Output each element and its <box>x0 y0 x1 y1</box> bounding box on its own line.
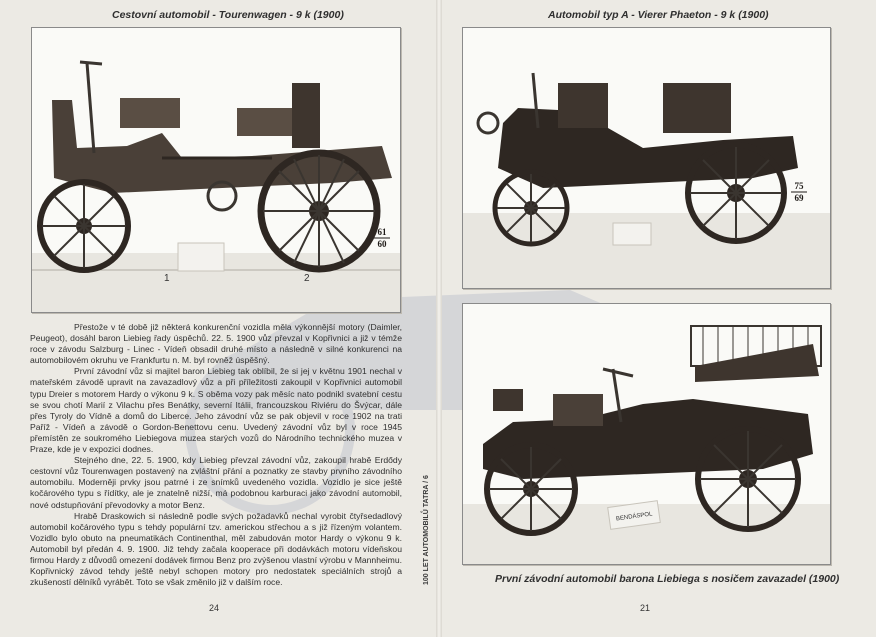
right-bottom-photo-caption: První závodní automobil barona Liebiega s nosičem zavazadel (1900) <box>495 573 840 585</box>
rear-wheel <box>261 153 377 269</box>
paragraph: Přestože v té době již některá konkurenční vozidla měla výkonnější motory (Daimler, Peugeot), dosáhl baron Liebieg řady úspěchů. 22. 5. 1900 vůz převzal v Kopřivnici a již v témže roce v závodu Salzburg - Linec - Vídeň obsadil druhé místo a následně v silné konkurenci na automobilovém okruhu ve Frankfurtu n. M. byl rovněž úspěšný. <box>30 322 402 366</box>
photo-sign: BENDÁSPOL <box>615 511 653 523</box>
article-body <box>30 322 402 588</box>
paragraph: Hrabě Draskowich si následně podle svých požadavků nechal vyrobit čtyřsedadlový automobil kočárového typu s tehdy populární tzv. americkou střechou a s již řízeným volantem. Vozidlo bylo obuto na pneumatikách Continenthal, měl zabudován motor Hardy o výkonu 9 k. Automobil byl předán 4. 9. 1900. Již tehdy začala kooperace při dodávkách motoru vídeňskou firmou Hardy z důvodů omezení dodávek firmou Benz pro zvýšenou vlastní výrobu v Mannheimu. Kopřivnický závod tehdy ještě nebyl schopen motory pro nedostatek speciálních strojů a zkušeností dělníků vyrábět. Toto se však změnilo již v dalším roce. <box>30 510 402 588</box>
photo-marker-2: 2 <box>304 273 310 284</box>
front-wheel <box>40 182 128 270</box>
photo-tourenwagen <box>31 27 401 313</box>
race-car-illustration <box>463 304 830 564</box>
right-page-number: 21 <box>640 603 651 613</box>
tourenwagen-illustration <box>32 28 400 312</box>
phaeton-illustration <box>463 28 830 288</box>
paragraph: Stejného dne, 22. 5. 1900, kdy Liebieg převzal závodní vůz, zakoupil hrabě Erdődy cestovní vůz Tourenwagen postavený na zvláštní přání a poznatky ze stavby prvního závodního automobilu. Moderněji prvky jsou patrné i ze snímků uvedeného vozidla. Vozidlo je sice ještě kočárového typu s řídítky, ale je znatelně nižší, má podobnou karburaci jako závodní automobil, nové odstupňování převodovky a motor Benz. <box>30 455 402 510</box>
rear-wheel <box>688 145 784 241</box>
front-wheel <box>495 172 567 244</box>
page-gutter <box>436 0 442 637</box>
photo-vierer-phaeton <box>462 27 831 289</box>
plate-number-bottom: 69 <box>794 193 804 203</box>
plate-number-top: 61 <box>377 227 387 237</box>
plate-number-top: 75 <box>794 181 804 191</box>
left-photo-caption: Cestovní automobil - Tourenwagen - 9 k (1900) <box>112 9 344 21</box>
photo-marker-1: 1 <box>164 273 170 284</box>
series-vertical-label: 100 LET AUTOMOBILŮ TATRA / 6 <box>423 475 430 585</box>
left-page-number: 24 <box>209 603 220 613</box>
right-top-photo-caption: Automobil typ A - Vierer Phaeton - 9 k (1900) <box>548 9 769 21</box>
photo-liebieg-race-car <box>462 303 831 565</box>
front-wheel <box>487 445 575 533</box>
plate-number-bottom: 60 <box>377 239 387 249</box>
paragraph: První závodní vůz si majitel baron Liebieg tak oblíbil, že si jej v květnu 1901 nechal v mateřském závodě upravit na zavazadlový vůz a při příležitosti zakoupil v Kopřivnici automobil typu Dreier s motorem Hardy o výkonu 9 k. S oběma vozy pak měsíc nato podnikl svatební cestu se svou chotí Marií z Vilachu přes Benátky, severní Itálii, francouzskou Riviéru do Švýcar, dále přes Tyroly do Vídně a domů do Liberce. Jeho závodní vůz se pak objevil v roce 1902 na trati Paříž - Vídeň a závodě o Gordon-Benettovu cenu. Uvedený závodní vůz byl v roce 1945 přemístěn ze soukromého Liebiegova muzea starých vozů do Národního technického muzea v Praze, kde je v expozici dodnes. <box>30 366 402 455</box>
rear-wheel <box>698 429 798 529</box>
